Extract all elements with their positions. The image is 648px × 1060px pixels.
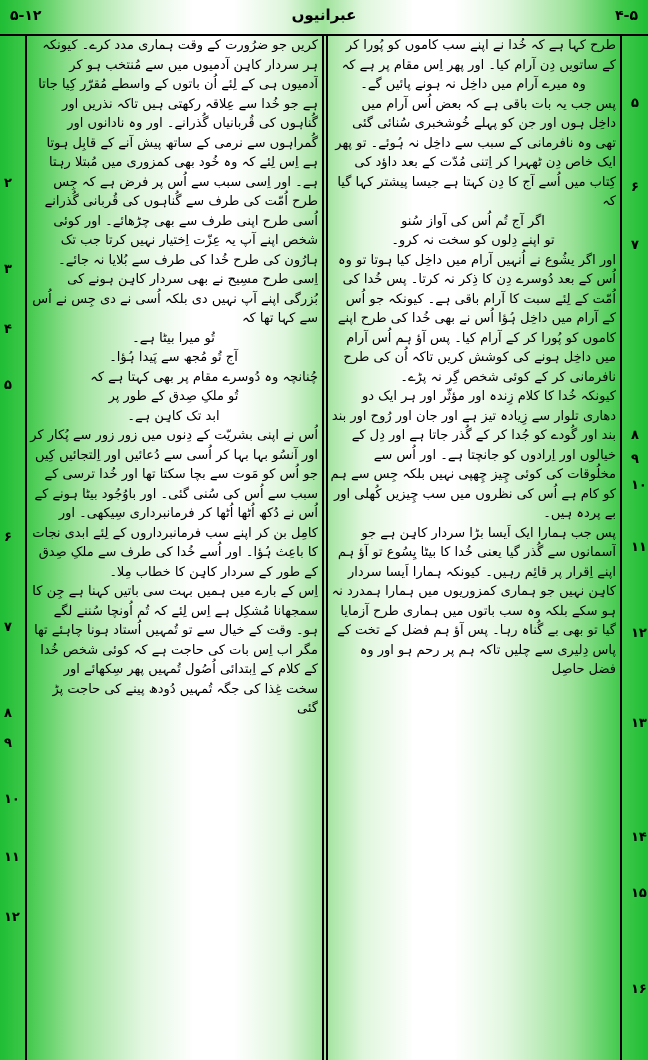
quotation: تُو میرا بیٹا ہے۔: [132, 330, 215, 346]
verse-number: ۵: [4, 378, 12, 393]
verse-number: ۶: [4, 530, 12, 545]
paragraph: اِس کے بارے میں ہمیں بہت سی باتیں کہنا ہے جِن کا سمجھانا مُشکِل ہے اِس لِئے کہ تُم اُونچا سُننے لگے ہو۔ وقت کے خیال سے تو تُمہیں اُستاد ہونا چاہئے تھا مگر اب اِس بات کی حاجت ہے کہ کوئی شخص خُدا کے کلام کے اِبتدائی اُصُول تُمہیں پھر سِکھائے اور سخت غِذا کی جگہ تُمہیں دُودھ پینے کی حاجت پڑ گئی: [32, 584, 318, 716]
book-title: عبرانیوں: [291, 6, 357, 24]
verse-number: ۷: [631, 238, 639, 253]
paragraph: پس جب یہ بات باقی ہے کہ بعض اُس آرام میں داخِل ہوں اور جن کو پہلے خُوشخبری سُنائی گئی تھی وہ نافرمانی کے سبب سے داخِل نہ ہُوئے۔ تو پھر ایک خاص دِن ٹھہرا کر اِتنی مُدّت کے بعد داؤد کی کِتاب میں اُسے آج کا دِن کہتا ہے جیسا پیشتر کہا گیا کہ: [335, 96, 616, 209]
verse-number: ۱۲: [631, 626, 647, 641]
verse-number: ۶: [631, 180, 639, 195]
left-text-column: [29, 36, 318, 1056]
right-chapter-ref: ۴-۵: [615, 8, 638, 24]
page-header: [0, 0, 648, 36]
verse-number: ۱۴: [631, 830, 647, 845]
left-chapter-ref: ۵-۱۲: [10, 8, 42, 24]
verse-number: ۱۲: [4, 910, 20, 925]
paragraph: اور اگر یشُوع نے اُنہیں آرام میں داخِل کیا ہوتا تو وہ اُس کے بعد دُوسرے دِن کا ذِکر نہ کرتا۔ پس خُدا کی اُمّت کے لِئے سبت کا آرام باقی ہے۔ کیونکہ جو اُس کے آرام میں داخِل ہُؤا اُس نے بھی خُدا کی طرح اپنے کاموں کو پُورا کر کے آرام کیا۔ پس آؤ ہم اُس آرام میں داخِل ہونے کی کوشش کریں تاکہ اُن کی طرح نافرمانی کر کے کوئی شخص گِر نہ پڑے۔: [337, 252, 616, 385]
quotation: اگر آج تُم اُس کی آواز سُنو: [401, 213, 545, 229]
verse-number: ۸: [631, 428, 639, 443]
verse-number: ۱۱: [4, 850, 20, 865]
quotation: تُو ملکِ صِدق کے طور پر: [108, 389, 239, 404]
paragraph: چُنانچہ وہ دُوسرے مقام پر بھی کہتا ہے کہ: [90, 369, 318, 385]
margin-rule-right: [620, 34, 622, 1060]
quotation: آج تُو مُجھ سے پَیدا ہُؤا۔: [109, 350, 238, 365]
paragraph: اُس نے اپنی بشریّت کے دِنوں میں زور زور سے پُکار کر اور آنسُو بہا بہا کر اُسی سے دُعائیں اور اِلتجائیں کِیں جو اُس کو مَوت سے بچا سکتا تھا اور خُدا ترسی کے سبب سے اُس کی سُنی گئی۔ اور باوُجُود بیٹا ہونے کے اُس نے دُکھ اُٹھا اُٹھا کر فرمانبرداری سِیکھی۔ اور کامِل بن کر اپنے سب فرمانبرداروں کے لِئے ابدی نجات کا باعِث ہُؤا۔ اور اُسے خُدا کی طرف سے ملکِ صِدق کے طور کے سردار کاہِن کا خطاب مِلا۔: [30, 428, 318, 580]
paragraph: پس جب ہمارا ایک اَیسا بڑا سردار کاہِن ہے جو آسمانوں سے گُذر گیا یعنی خُدا کا بیٹا یِسُوع تو آؤ ہم اپنے اِقرار پر قائِم رہیں۔ کیونکہ ہمارا اَیسا سردار کاہِن نہیں جو ہماری کمزوریوں میں ہمارا ہمدرد نہ ہو سکے بلکہ وہ سب باتوں میں ہماری طرح آزمایا گیا تو بھی بے گُناہ رہا۔ پس آؤ ہم فضل کے تخت کے پاس دِلیری سے چلیں تاکہ ہم پر رحم ہو اور وہ فضل حاصِل: [331, 525, 616, 677]
verse-number: ۱۶: [631, 982, 647, 997]
quotation: وہ میرے آرام میں داخِل نہ ہونے پائیں گے۔: [360, 77, 586, 92]
verse-number: ۱۰: [631, 478, 647, 493]
verse-number: ۴: [4, 322, 12, 337]
verse-number: ۷: [4, 620, 12, 635]
verse-number: ۹: [4, 736, 12, 751]
verse-number: ۱۰: [4, 792, 20, 807]
verse-number: ۸: [4, 706, 12, 721]
right-text-column: [330, 36, 616, 1056]
margin-rule-left: [25, 34, 27, 1060]
verse-number: ۹: [631, 452, 639, 467]
verse-number: ۲: [4, 176, 12, 191]
verse-number: ۱۱: [631, 540, 647, 555]
verse-number: ۵: [631, 96, 639, 111]
verse-number: ۱۵: [631, 886, 647, 901]
paragraph: کیونکہ خُدا کا کلام زِندہ اور مؤثّر اور ہر ایک دو دھاری تلوار سے زِیادہ تیز ہے اور جان اور رُوح اور بند بند اور گُودے کو جُدا کر کے گُذر جاتا ہے اور دِل کے خیالوں اور اِرادوں کو جانچتا ہے۔ اور اُس سے مخلُوقات کی کوئی چِیز چِھپی نہیں بلکہ جِس سے ہم کو کام ہے اُس کی نظروں میں سب چِیزیں کُھلی اور بے پردہ ہیں۔: [330, 389, 616, 521]
quotation: ابد تک کاہِن ہے۔: [127, 408, 220, 424]
quotation: تو اپنے دِلوں کو سخت نہ کرو۔: [391, 233, 555, 248]
verse-number: ۳: [4, 262, 12, 277]
column-divider: [322, 34, 324, 1060]
paragraph: طرح کہا ہے کہ خُدا نے اپنے سب کاموں کو پُورا کر کے ساتویں دِن آرام کیا۔ اور پھر اِس مقام پر ہے کہ: [341, 38, 616, 73]
paragraph: کریں جو ضرُورت کے وقت ہماری مدد کرے۔ کیونکہ ہر سردار کاہِن آدمیوں میں سے مُنتخب ہو کر آدمیوں ہی کے لِئے اُن باتوں کے واسطے مُقرّر کِیا جاتا ہے جو خُدا سے عِلاقہ رکھتی ہیں تاکہ نذریں اور گُناہوں کی قُربانیاں گُذرانے۔ اور وہ نادانوں اور گُمراہوں سے نرمی کے ساتھ پیش آنے کے قابِل ہوتا ہے اِس لِئے کہ وہ خُود بھی کمزوری میں مُبتلا رہتا ہے۔ اور اِسی سبب سے اُس پر فرض ہے کہ جِس طرح اُمّت کی طرف سے گُناہوں کی قُربانی گُذرانے اُسی طرح اپنی طرف سے بھی چڑھائے۔ اور کوئی شخص اپنے آپ یہ عِزّت اِختیار نہیں کرتا جب تک ہارُون کی طرح خُدا کی طرف سے بُلایا نہ جائے۔ اِسی طرح مسِیح نے بھی سردار کاہِن ہونے کی بُزرگی اپنے آپ نہیں دی بلکہ اُسی نے دی جِس نے اُس سے کہا تھا کہ: [32, 38, 318, 326]
column-divider-second: [326, 34, 328, 1060]
verse-number: ۱۳: [631, 716, 647, 731]
